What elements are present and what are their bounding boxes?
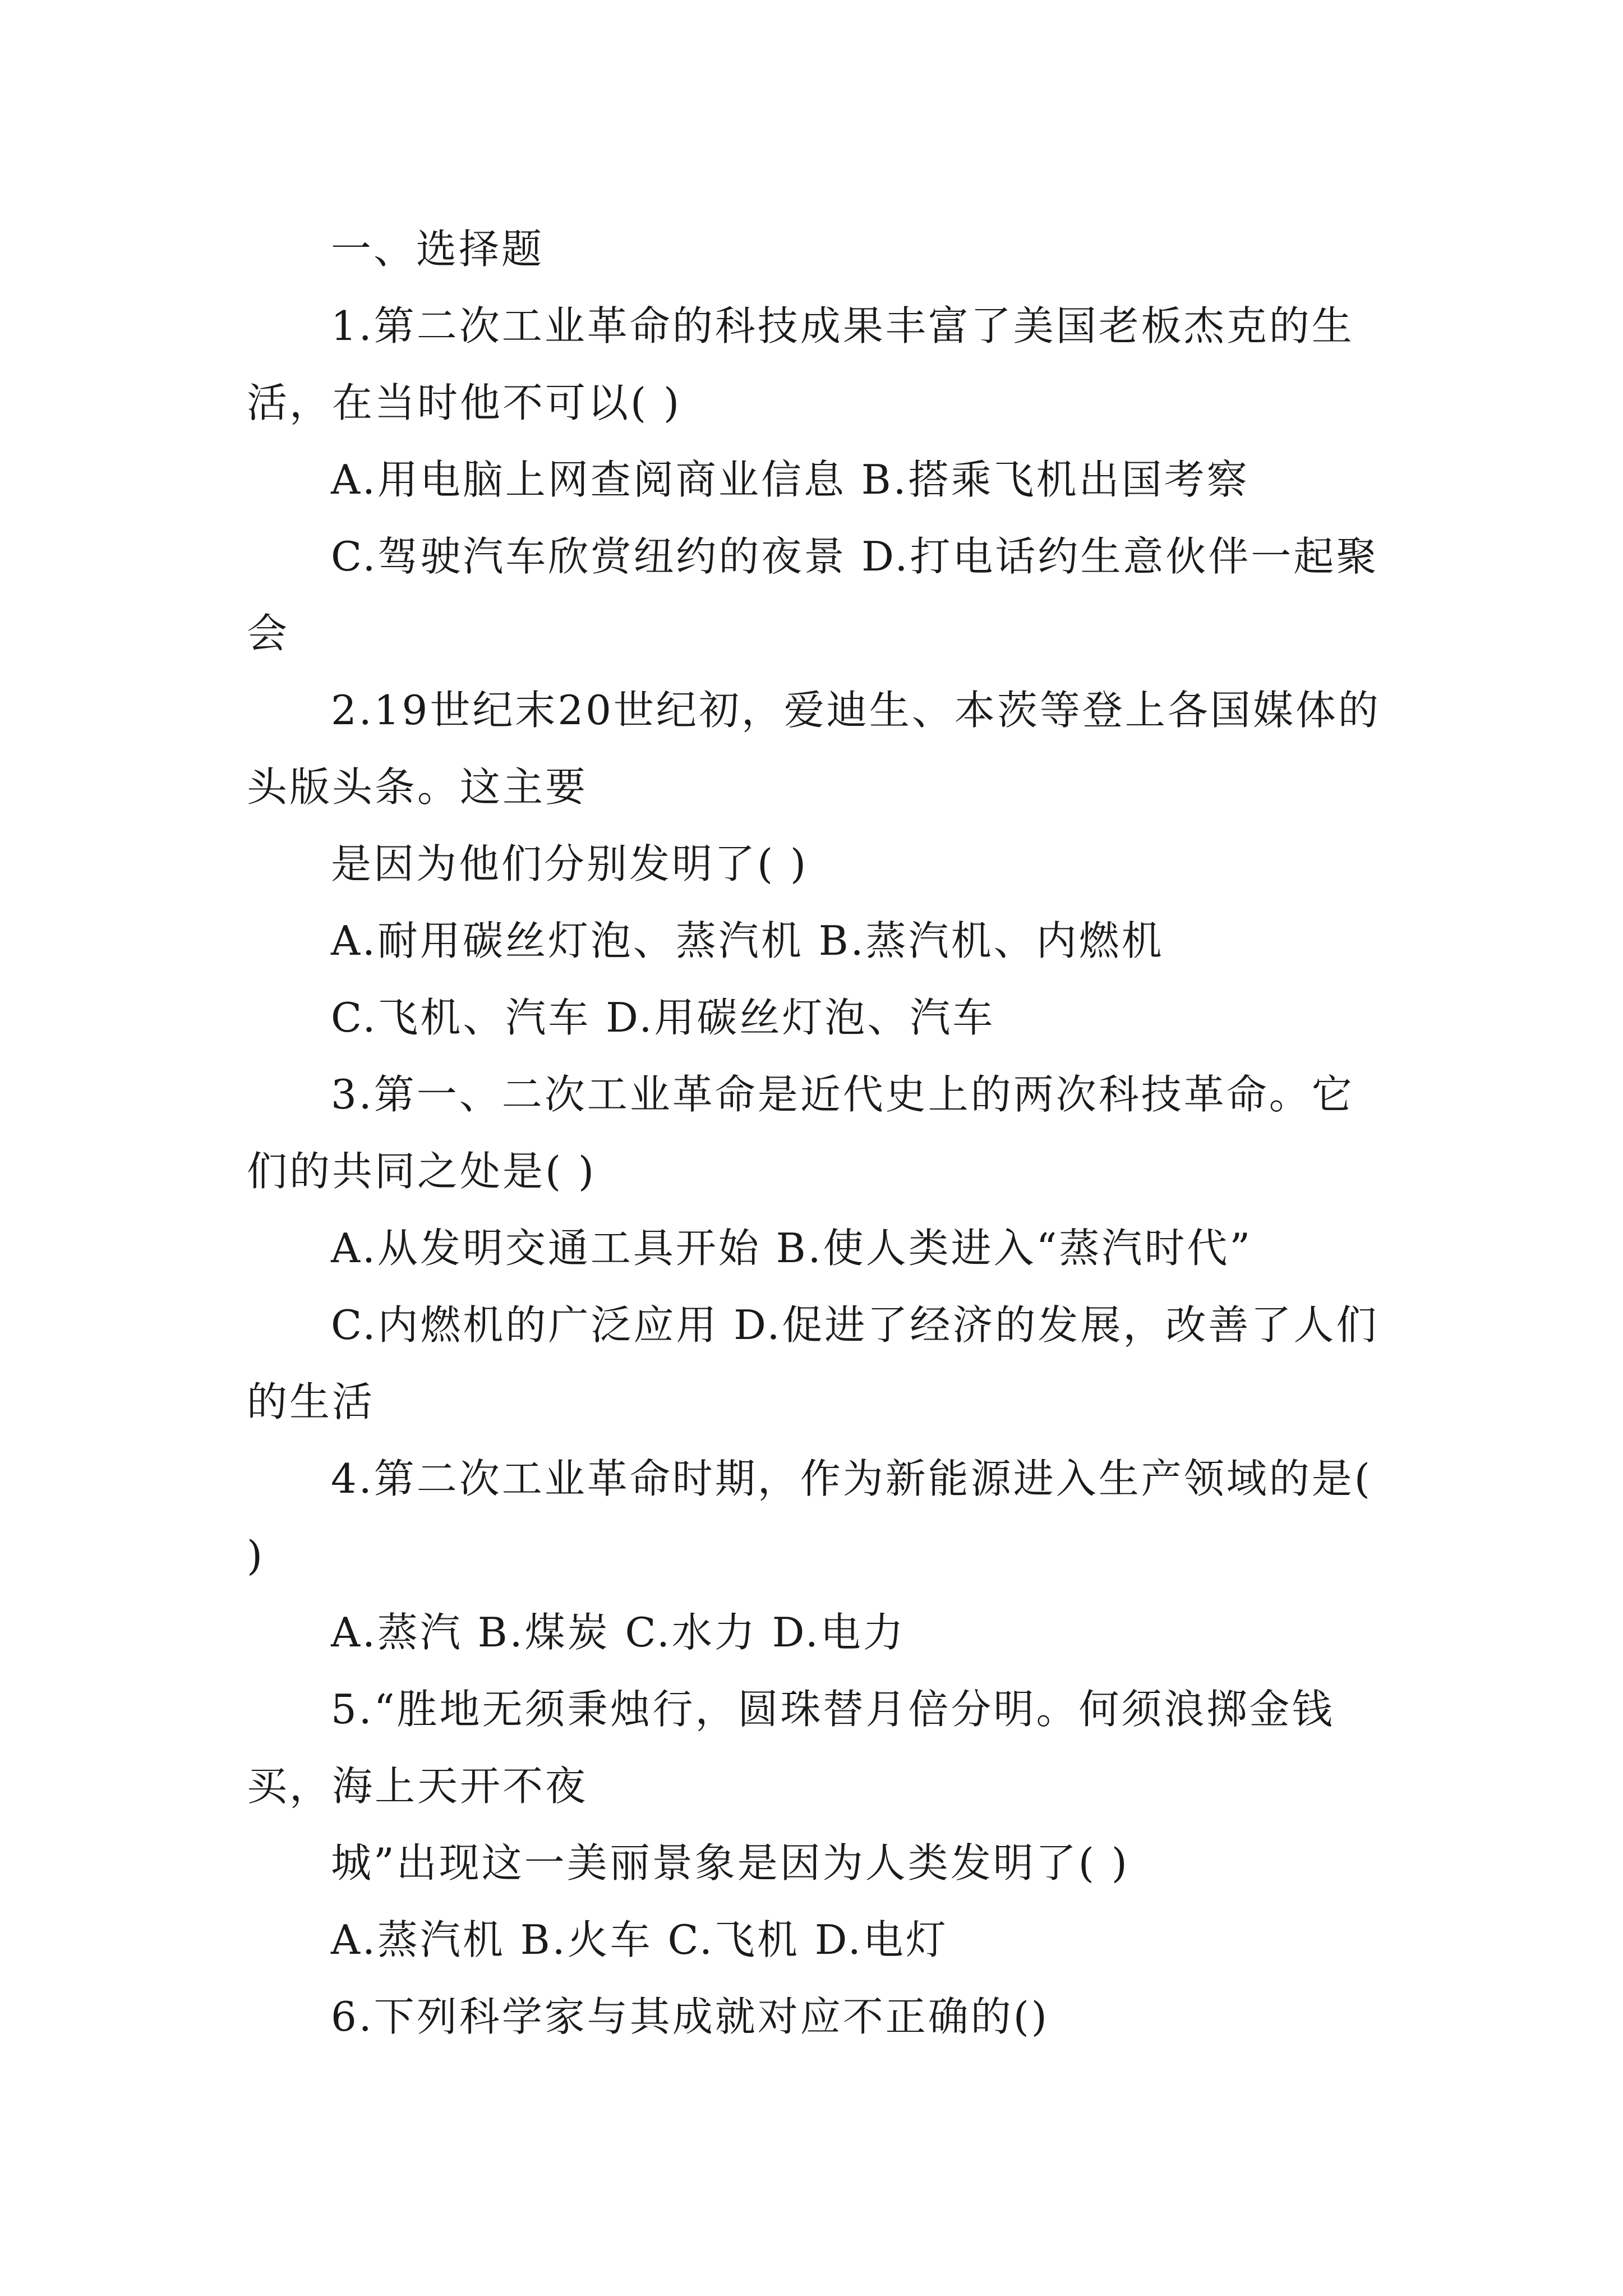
question-3-options-cd: C.内燃机的广泛应用 D.促进了经济的发展，改善了人们的生活	[247, 1301, 1379, 1425]
document-body	[247, 211, 1391, 2055]
question-5-options: A.蒸汽机 B.火车 C.飞机 D.电灯	[331, 1916, 948, 1963]
question-5-stem: 5.“胜地无须秉烛行，圆珠替月倍分明。何须浪掷金钱买，海上天开不夜	[247, 1686, 1335, 1810]
question-5-stem-continued: 城”出现这一美丽景象是因为人类发明了( )	[331, 1839, 1129, 1887]
question-2-options-cd: C.飞机、汽车 D.用碳丝灯泡、汽车	[331, 994, 995, 1041]
question-4-options: A.蒸汽 B.煤炭 C.水力 D.电力	[331, 1609, 906, 1656]
question-4-stem: 4.第二次工业革命时期，作为新能源进入生产领域的是( )	[247, 1455, 1372, 1579]
question-2-stem: 2.19世纪末20世纪初，爱迪生、本茨等登上各国媒体的头版头条。这主要	[247, 687, 1381, 811]
question-1-options-ab: A.用电脑上网查阅商业信息 B.搭乘飞机出国考察	[331, 456, 1249, 503]
question-6-stem: 6.下列科学家与其成就对应不正确的()	[331, 1993, 1049, 2040]
question-1-options-cd: C.驾驶汽车欣赏纽约的夜景 D.打电话约生意伙伴一起聚会	[247, 533, 1379, 657]
question-2-stem-continued: 是因为他们分别发明了( )	[331, 840, 809, 887]
section-title: 一、选择题	[331, 226, 545, 273]
question-1-stem: 1.第二次工业革命的科技成果丰富了美国老板杰克的生活，在当时他不可以( )	[247, 302, 1354, 426]
question-3-options-ab: A.从发明交通工具开始 B.使人类进入“蒸汽时代”	[331, 1225, 1253, 1272]
question-2-options-ab: A.耐用碳丝灯泡、蒸汽机 B.蒸汽机、内燃机	[331, 917, 1164, 964]
question-3-stem: 3.第一、二次工业革命是近代史上的两次科技革命。它们的共同之处是( )	[247, 1071, 1354, 1195]
